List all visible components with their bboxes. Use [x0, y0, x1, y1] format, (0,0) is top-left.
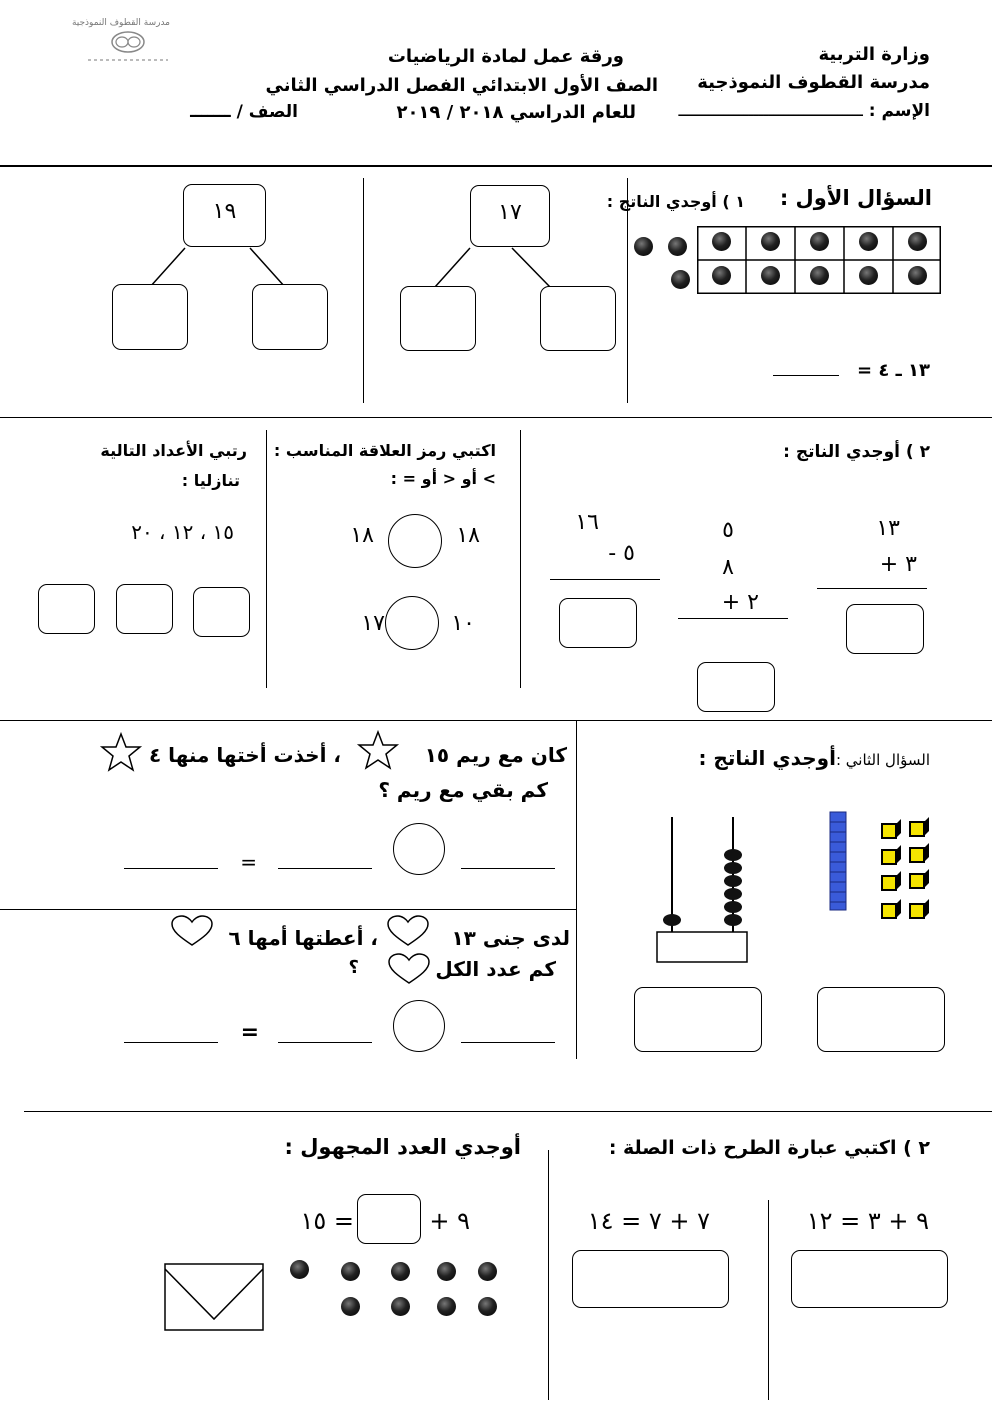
bond-left-box-19[interactable] [112, 284, 188, 350]
counter-dot [437, 1262, 456, 1281]
class-label: الصف / ـــــــ [190, 102, 298, 122]
q2-c-line [550, 579, 660, 580]
school-year: للعام الدراسي ٢٠١٨ / ٢٠١٩ [396, 102, 636, 123]
word2-equals: = [240, 1020, 259, 1045]
word1-line2: كم بقي مع ريم ؟ [378, 778, 548, 802]
compare-label: اكتبي رمز العلاقة المناسب : [273, 441, 496, 460]
compare-r1-right: ١٨ [456, 523, 480, 548]
q2-label: ٢ ) أوجدي الناتج : [783, 442, 930, 462]
order-box-2[interactable] [116, 584, 173, 634]
q2-b-mid: ٨ [722, 555, 734, 580]
q2-a-top: ١٣ [876, 516, 900, 541]
unknown-eq-right: ٩ + [429, 1207, 470, 1235]
order-box-3[interactable] [38, 584, 95, 634]
logo-mark-icon [78, 18, 174, 76]
counter-dot [391, 1297, 410, 1316]
counter-dot [859, 232, 878, 251]
word2-blank-1[interactable] [461, 1042, 555, 1043]
q-second-small: السؤال الثاني : [835, 751, 930, 769]
q2-c-bottom: ٥ - [608, 541, 635, 566]
section-divider-4 [24, 1111, 992, 1112]
word2-operator-circle[interactable] [393, 1000, 445, 1052]
bond-right-box-19[interactable] [252, 284, 328, 350]
divider-v4 [266, 430, 267, 688]
compare-r2-left: ١٧ [361, 611, 385, 636]
q-second-label [698, 746, 930, 770]
blocks-answer-box[interactable] [817, 987, 945, 1052]
envelope-icon [164, 1263, 264, 1333]
counter-dot [391, 1262, 410, 1281]
q2-a-bottom: ٣ + [879, 552, 917, 577]
heart-icon [170, 915, 214, 949]
q2-c-top: ١٦ [575, 510, 599, 535]
word2-answer-blank[interactable] [124, 1042, 218, 1043]
word2-line1-a: لدى جنى ١٣ [451, 926, 570, 950]
name-label [679, 101, 930, 121]
bond-left-box-17[interactable] [400, 286, 476, 351]
order-label-2: تنازليا : [181, 471, 240, 490]
counter-dot [437, 1297, 456, 1316]
word1-operator-circle[interactable] [393, 823, 445, 875]
word2-line2: كم عدد الكل [435, 957, 556, 981]
ten-frame [697, 226, 941, 294]
order-box-1[interactable] [193, 587, 250, 637]
subtraction-label: ٢ ) اكتبي عبارة الطرح ذات الصلة : [608, 1137, 930, 1159]
compare-r2-circle[interactable] [385, 596, 439, 650]
q1-equation: ١٣ ـ ٤ = [856, 360, 930, 381]
ministry-title: وزارة التربية [818, 44, 930, 65]
school-name: مدرسة القطوف النموذجية [697, 72, 930, 93]
q1-subtitle: ١ ) أوجدي الناتج : [606, 192, 745, 211]
counter-dot [908, 232, 927, 251]
heart-icon [387, 953, 431, 987]
extra-counter-dot [634, 237, 653, 256]
divider-v2 [627, 178, 628, 403]
word1-line1-b: ، أخذت أختها منها ٤ [149, 743, 341, 767]
q2-b-line [678, 618, 788, 619]
divider-v5 [576, 721, 577, 1059]
order-label: رتبي الأعداد التالية [100, 441, 247, 460]
related-eq-1-answer[interactable] [791, 1250, 948, 1308]
counter-dot [810, 232, 829, 251]
bond-top-17-value: ١٧ [498, 200, 522, 225]
compare-r1-circle[interactable] [388, 514, 442, 568]
word1-blank-1[interactable] [461, 868, 555, 869]
abacus-icon [650, 815, 790, 965]
worksheet-title: ورقة عمل لمادة الرياضيات [387, 46, 624, 67]
related-eq-2-answer[interactable] [572, 1250, 729, 1308]
bond-top-19 [183, 184, 266, 247]
word1-line1-a: كان مع ريم ١٥ [424, 743, 567, 767]
q2-b-top: ٥ [722, 518, 734, 543]
q-second-big: أوجدي الناتج : [698, 746, 836, 770]
unit-cubes-icon [878, 818, 948, 928]
word2-line1-b: ، أعطتها أمها ٦ [228, 926, 378, 950]
counter-dot [761, 232, 780, 251]
unknown-answer-box[interactable] [357, 1194, 421, 1244]
counter-dot [810, 266, 829, 285]
section-divider-3 [0, 720, 992, 721]
ten-rod-icon [829, 811, 849, 911]
extra-counter-dot [671, 270, 690, 289]
heart-icon [386, 915, 430, 949]
q1-answer-line[interactable] [773, 375, 839, 376]
divider-v3 [520, 430, 521, 688]
word1-equals: = [240, 850, 257, 874]
word1-answer-blank[interactable] [124, 868, 218, 869]
star-icon [358, 730, 398, 770]
counter-dot [761, 266, 780, 285]
counter-dot [908, 266, 927, 285]
counter-dot [341, 1297, 360, 1316]
grade-term: الصف الأول الابتدائي الفصل الدراسي الثاني [265, 75, 658, 96]
q2-c-answer[interactable] [559, 598, 637, 648]
counter-dot [712, 232, 731, 251]
section-divider-2 [0, 417, 992, 418]
bond-top-17 [470, 185, 550, 247]
counter-dot [341, 1262, 360, 1281]
q2-b-bottom: ٢ + [721, 590, 759, 615]
unknown-eq-left: = ١٥ [300, 1207, 354, 1235]
q2-b-answer[interactable] [697, 662, 775, 712]
q1-title: السؤال الأول : [779, 186, 932, 210]
counter-dot [859, 266, 878, 285]
q2-a-line [817, 588, 927, 589]
divider-v7 [768, 1200, 769, 1400]
word2-question-mark: ؟ [348, 957, 359, 978]
word1-blank-2[interactable] [278, 868, 372, 869]
logo-text: مدرسة القطوف النموذجية [71, 18, 170, 28]
order-numbers: ١٥ ، ١٢ ، ٢٠ [131, 520, 234, 544]
related-eq-2: ٧ + ٧ = ١٤ [587, 1207, 710, 1235]
name-blank[interactable]: ـــــــــــــــــــــــــــــــــــــ [678, 101, 863, 121]
counter-dot [712, 266, 731, 285]
compare-symbols: > أو < أو = : [390, 469, 496, 488]
divider-v1 [363, 178, 364, 403]
counter-dot [290, 1260, 309, 1279]
divider-h-word [0, 909, 576, 910]
school-logo [71, 18, 174, 76]
compare-r1-left: ١٨ [350, 523, 374, 548]
word2-blank-2[interactable] [278, 1042, 372, 1043]
header-divider [0, 165, 992, 167]
unknown-label: أوجدي العدد المجهول : [284, 1135, 521, 1159]
extra-counter-dot [668, 237, 687, 256]
counter-dot [478, 1262, 497, 1281]
bond-right-box-17[interactable] [540, 286, 616, 351]
q2-a-answer[interactable] [846, 604, 924, 654]
related-eq-1: ٩ + ٣ = ١٢ [806, 1207, 929, 1235]
abacus-answer-box[interactable] [634, 987, 762, 1052]
name-label-text: الإسم : [862, 101, 930, 121]
bond-top-19-value: ١٩ [212, 199, 237, 224]
compare-r2-right: ١٠ [451, 611, 475, 636]
counter-dot [478, 1297, 497, 1316]
divider-v6 [548, 1150, 549, 1400]
star-icon [101, 732, 141, 772]
